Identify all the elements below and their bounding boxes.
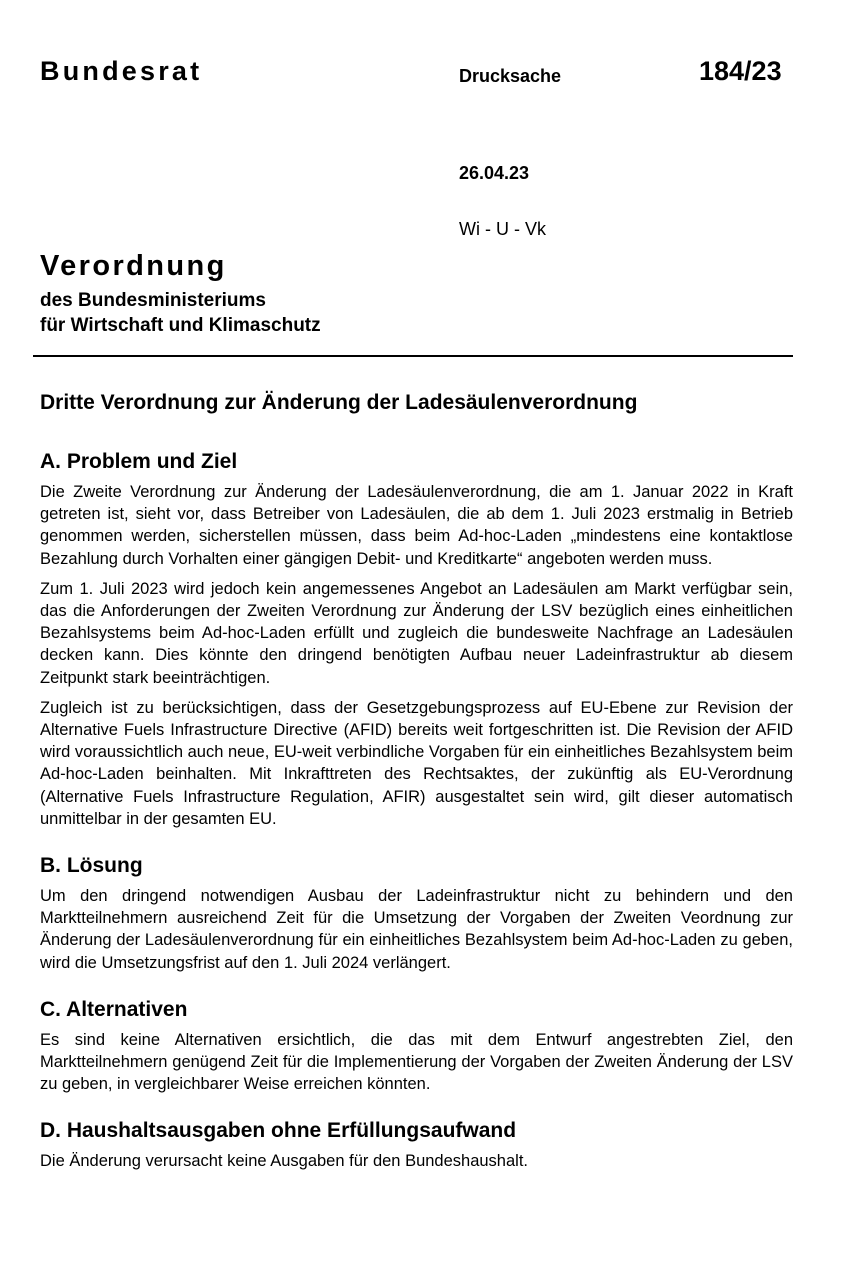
paragraph: Die Zweite Verordnung zur Änderung der Ladesäulenverordnung, die am 1. Januar 2022 in Kraft getreten ist, sieht vor, dass Betreiber von Ladesäulen, die ab dem 1. Juli 2023 erstmalig in Betrieb genommen werden, sicherstellen müssen, dass beim Ad-hoc-Laden „mindestens eine kontaktlose Bezahlung durch Vorhalten einer gängigen Debit- und Kreditkarte“ angeboten werden muss. — [40, 483, 793, 568]
issuing-ministry — [40, 288, 321, 338]
paragraph: Es sind keine Alternativen ersichtlich, die das mit dem Entwurf angestrebten Ziel, den Marktteilnehmern genügend Zeit für die Implementierung der Vorgaben der Zweiten Änderung der LSV zu geben, in vergleichbarer Weise erreichen könnten. — [40, 1030, 793, 1094]
institution-name: Bundesrat — [40, 56, 203, 86]
document-title: Dritte Verordnung zur Änderung der Ladesäulenverordnung — [40, 391, 638, 414]
paragraph: Zugleich ist zu berücksichtigen, dass der Gesetzgebungsprozess auf EU-Ebene zur Revision der Alternative Fuels Infrastructure Directive (AFID) bereits weit fortgeschritten ist. Die Revision der AFID wird voraussichtlich auch neue, EU-weit verbindliche Vorgaben für ein einheitliches Bezahlsystem beim Ad-hoc-Laden beinhalten. Mit Inkrafttreten des Rechtsaktes, der zukünftig als EU-Verordnung (Alternative Fuels Infrastructure Regulation, AFIR) ausgestaltet sein wird, gilt dieser automatisch unmittelbar in der gesamten EU. — [40, 698, 793, 828]
section-heading: B. Lösung — [40, 854, 143, 878]
section-alternatives — [40, 996, 793, 1096]
document-date: 26.04.23 — [459, 163, 530, 183]
section-problem — [40, 448, 793, 830]
document-number: 184/23 — [699, 56, 782, 86]
header-divider — [33, 355, 793, 357]
section-budget — [40, 1117, 793, 1172]
ministry-line-2: für Wirtschaft und Klimaschutz — [40, 315, 321, 336]
document-body — [40, 448, 793, 1195]
section-heading: C. Alternativen — [40, 997, 188, 1021]
committee-codes: Wi - U - Vk — [459, 219, 546, 239]
document-type-label: Drucksache — [459, 66, 562, 86]
section-heading: A. Problem und Ziel — [40, 450, 238, 473]
ordinance-heading: Verordnung — [40, 250, 227, 282]
ministry-line-1: des Bundesministeriums — [40, 290, 266, 311]
section-solution — [40, 852, 793, 974]
paragraph: Zum 1. Juli 2023 wird jedoch kein angemessenes Angebot an Ladesäulen am Markt verfügbar sein, das die Anforderungen der Zweiten Verordnung zur Änderung der LSV bezüglich eines einheitlichen Bezahlsystems beim Ad-hoc-Laden erfüllt und zugleich die bundesweite Nachfrage an Ladesäulen decken kann. Dies könnte den dringend benötigten Aufbau neuer Ladeinfrastruktur ab diesem Zeitpunkt stark beeinträchtigen. — [40, 579, 793, 687]
section-heading: D. Haushaltsausgaben ohne Erfüllungsaufwand — [40, 1119, 517, 1143]
paragraph: Um den dringend notwendigen Ausbau der Ladeinfrastruktur nicht zu behindern und den Marktteilnehmern ausreichend Zeit für die Umsetzung der Vorgaben der Zweiten Veordnung zur Änderung der Ladesäulenverordnung für ein einheitliches Bezahlsystem beim Ad-hoc-Laden zu geben, wird die Umsetzungsfrist auf den 1. Juli 2024 verlängert. — [40, 887, 793, 972]
paragraph: Die Änderung verursacht keine Ausgaben für den Bundeshaushalt. — [40, 1152, 528, 1171]
